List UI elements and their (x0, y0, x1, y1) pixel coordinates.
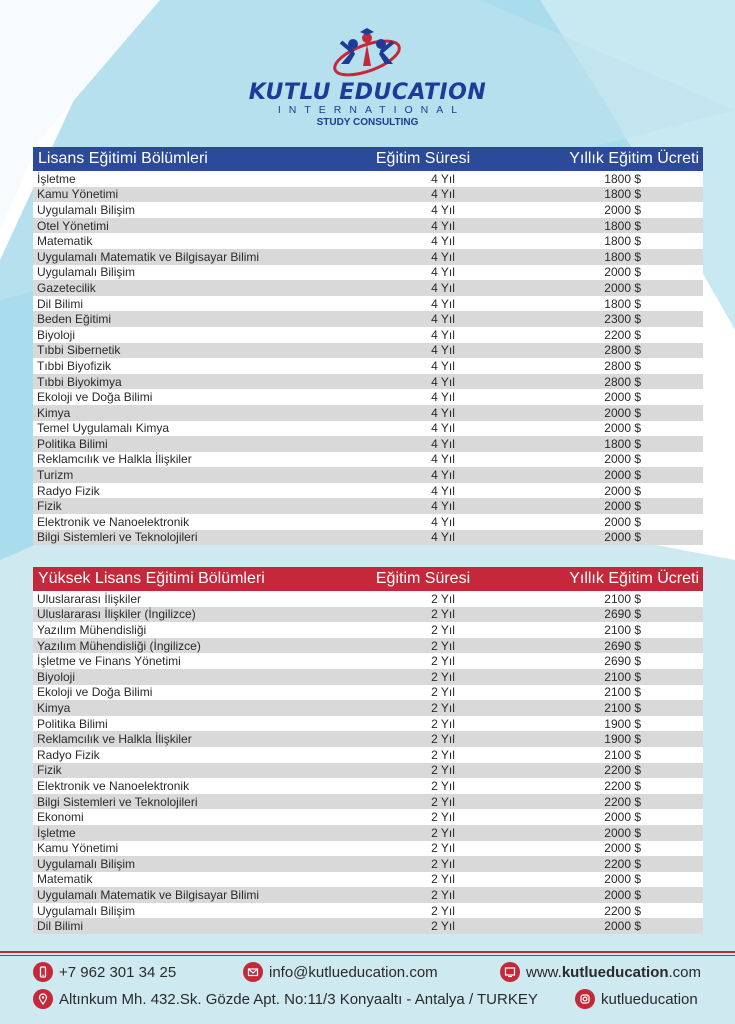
table-row (33, 716, 703, 732)
table-row (33, 530, 703, 546)
table-row (33, 467, 703, 483)
brand-subtitle: INTERNATIONAL (277, 104, 466, 116)
program-name: İşletme ve Finans Yönetimi (37, 654, 181, 669)
duration: 2 Yıl (431, 700, 455, 715)
duration: 4 Yıl (431, 499, 455, 514)
program-name: Yazılım Mühendisliği (37, 622, 147, 637)
duration: 2 Yıl (431, 794, 455, 809)
phone-icon (33, 962, 53, 982)
duration: 2 Yıl (431, 919, 455, 934)
duration: 4 Yıl (431, 327, 455, 342)
annual-fee: 2200 $ (604, 794, 641, 809)
duration: 4 Yıl (431, 483, 455, 498)
program-name: Uygulamalı Bilişim (37, 265, 136, 280)
brand-name: KUTLU EDUCATION (248, 80, 487, 105)
program-name: Ekoloji ve Doğa Bilimi (37, 685, 153, 700)
program-name: Temel Uygulamalı Kimya (37, 421, 170, 436)
table-row (33, 731, 703, 747)
annual-fee: 2000 $ (604, 530, 641, 545)
program-name: Uygulamalı Bilişim (37, 856, 136, 871)
annual-fee: 2000 $ (604, 452, 641, 467)
annual-fee: 2000 $ (604, 499, 641, 514)
program-name: Beden Eğitimi (37, 312, 112, 327)
annual-fee: 2000 $ (604, 421, 641, 436)
duration: 2 Yıl (431, 872, 455, 887)
table-row (33, 327, 703, 343)
table-row (33, 809, 703, 825)
program-name: Matematik (37, 234, 93, 249)
annual-fee: 2690 $ (604, 654, 641, 669)
annual-fee: 1800 $ (604, 187, 641, 202)
annual-fee: 2000 $ (604, 468, 641, 483)
logo-emblem-icon (327, 24, 407, 82)
program-name: Uygulamalı Matematik ve Bilgisayar Bilimi (37, 249, 260, 264)
table-row (33, 514, 703, 530)
duration: 2 Yıl (431, 607, 455, 622)
annual-fee: 2100 $ (604, 591, 641, 606)
header-program: Yüksek Lisans Eğitimi Bölümleri (38, 570, 265, 587)
annual-fee: 2100 $ (604, 622, 641, 637)
duration: 2 Yıl (431, 778, 455, 793)
duration: 4 Yıl (431, 514, 455, 529)
logo (0, 22, 735, 132)
program-name: Kamu Yönetimi (37, 187, 119, 202)
duration: 4 Yıl (431, 296, 455, 311)
duration: 4 Yıl (431, 249, 455, 264)
table-row (33, 841, 703, 857)
table-row (33, 249, 703, 265)
annual-fee: 2000 $ (604, 483, 641, 498)
program-name: Uygulamalı Bilişim (37, 202, 136, 217)
program-name: Uluslararası İlişkiler (İngilizce) (37, 607, 196, 622)
annual-fee: 2000 $ (604, 810, 641, 825)
table-row (33, 452, 703, 468)
program-name: Radyo Fizik (37, 483, 100, 498)
program-name: Bilgi Sistemleri ve Teknolojileri (37, 794, 198, 809)
website-domain: kutlueducation (561, 963, 669, 981)
duration: 2 Yıl (431, 591, 455, 606)
header-duration: Eğitim Süresi (375, 570, 471, 587)
duration: 4 Yıl (431, 202, 455, 217)
annual-fee: 2800 $ (604, 358, 641, 373)
annual-fee: 2200 $ (604, 856, 641, 871)
annual-fee: 2200 $ (604, 327, 641, 342)
duration: 2 Yıl (431, 763, 455, 778)
annual-fee: 2690 $ (604, 607, 641, 622)
table-row (33, 280, 703, 296)
annual-fee: 2000 $ (604, 514, 641, 529)
program-name: Ekoloji ve Doğa Bilimi (37, 390, 153, 405)
program-name: Fizik (37, 763, 62, 778)
duration: 2 Yıl (431, 638, 455, 653)
duration: 4 Yıl (431, 530, 455, 545)
duration: 4 Yıl (431, 280, 455, 295)
web-icon (500, 962, 520, 982)
annual-fee: 1800 $ (604, 296, 641, 311)
program-name: Ekonomi (37, 810, 84, 825)
annual-fee: 1800 $ (604, 171, 641, 186)
table-row (33, 778, 703, 794)
footer-phone[interactable] (33, 962, 176, 982)
table-row (33, 638, 703, 654)
annual-fee: 2100 $ (604, 685, 641, 700)
duration: 4 Yıl (431, 452, 455, 467)
program-name: Turizm (37, 468, 74, 483)
table-row (33, 872, 703, 888)
annual-fee: 1800 $ (604, 249, 641, 264)
annual-fee: 2200 $ (604, 903, 641, 918)
table-row (33, 265, 703, 281)
brand-tagline: STUDY CONSULTING (316, 117, 419, 128)
duration: 2 Yıl (431, 825, 455, 840)
annual-fee: 2000 $ (604, 888, 641, 903)
program-name: Uygulamalı Bilişim (37, 903, 136, 918)
table-row (33, 171, 703, 187)
table-row (33, 747, 703, 763)
annual-fee: 2300 $ (604, 312, 641, 327)
duration: 2 Yıl (431, 747, 455, 762)
duration: 2 Yıl (431, 810, 455, 825)
header-fee: Yıllık Eğitim Ücreti (569, 570, 699, 587)
annual-fee: 2000 $ (604, 872, 641, 887)
footer-email[interactable] (243, 962, 438, 982)
duration: 4 Yıl (431, 312, 455, 327)
program-name: Biyoloji (37, 669, 76, 684)
program-name: Biyoloji (37, 327, 76, 342)
phone-number: +7 962 301 34 25 (59, 963, 177, 981)
footer-instagram[interactable] (575, 989, 698, 1009)
program-name: Tıbbi Sibernetik (37, 343, 121, 358)
duration: 4 Yıl (431, 265, 455, 280)
footer-website[interactable] (500, 962, 701, 982)
program-name: Gazetecilik (37, 280, 96, 295)
duration: 4 Yıl (431, 468, 455, 483)
header-program: Lisans Eğitimi Bölümleri (38, 150, 208, 167)
annual-fee: 2000 $ (604, 919, 641, 934)
program-name: İşletme (37, 825, 76, 840)
duration: 2 Yıl (431, 622, 455, 637)
table-row (33, 311, 703, 327)
table-row (33, 421, 703, 437)
duration: 4 Yıl (431, 343, 455, 358)
location-icon (33, 989, 53, 1009)
program-name: Elektronik ve Nanoelektronik (37, 778, 190, 793)
annual-fee: 2100 $ (604, 747, 641, 762)
program-name: Kamu Yönetimi (37, 841, 119, 856)
table-row (33, 653, 703, 669)
table-row (33, 405, 703, 421)
annual-fee: 2000 $ (604, 265, 641, 280)
annual-fee: 2200 $ (604, 778, 641, 793)
duration: 2 Yıl (431, 669, 455, 684)
duration: 2 Yıl (431, 654, 455, 669)
table-row (33, 794, 703, 810)
program-name: Kimya (37, 405, 71, 420)
program-name: Radyo Fizik (37, 747, 100, 762)
website-suffix: .com (668, 963, 702, 981)
table-row (33, 887, 703, 903)
annual-fee: 2100 $ (604, 669, 641, 684)
address-text: Altınkum Mh. 432.Sk. Gözde Apt. No:11/3 Konyaaltı - Antalya / TURKEY (59, 990, 538, 1008)
table-row (33, 591, 703, 607)
table-row (33, 763, 703, 779)
duration: 2 Yıl (431, 903, 455, 918)
website-prefix: www. (526, 963, 562, 981)
duration: 4 Yıl (431, 390, 455, 405)
annual-fee: 1800 $ (604, 436, 641, 451)
program-name: Yazılım Mühendisliği (İngilizce) (37, 638, 201, 653)
program-name: Tıbbi Biyokimya (37, 374, 122, 389)
program-name: Fizik (37, 499, 62, 514)
footer-divider (0, 951, 735, 956)
instagram-icon (575, 989, 595, 1009)
duration: 4 Yıl (431, 171, 455, 186)
annual-fee: 2800 $ (604, 343, 641, 358)
bachelor-table-header (33, 147, 703, 171)
annual-fee: 1800 $ (604, 218, 641, 233)
duration: 4 Yıl (431, 358, 455, 373)
program-name: İşletme (37, 171, 76, 186)
table-row (33, 187, 703, 203)
program-name: Reklamcılık ve Halkla İlişkiler (37, 732, 192, 747)
duration: 2 Yıl (431, 732, 455, 747)
annual-fee: 1900 $ (604, 716, 641, 731)
annual-fee: 2000 $ (604, 825, 641, 840)
program-name: Kimya (37, 700, 71, 715)
duration: 2 Yıl (431, 888, 455, 903)
program-name: Elektronik ve Nanoelektronik (37, 514, 190, 529)
program-name: Reklamcılık ve Halkla İlişkiler (37, 452, 192, 467)
instagram-handle: kutlueducation (601, 990, 698, 1008)
table-row (33, 700, 703, 716)
table-row (33, 498, 703, 514)
program-name: Politika Bilimi (37, 436, 108, 451)
bachelor-table (33, 147, 703, 545)
table-row (33, 483, 703, 499)
table-row (33, 685, 703, 701)
duration: 2 Yıl (431, 716, 455, 731)
duration: 4 Yıl (431, 234, 455, 249)
table-row (33, 343, 703, 359)
table-row (33, 903, 703, 919)
duration: 2 Yıl (431, 685, 455, 700)
program-name: Politika Bilimi (37, 716, 108, 731)
table-row (33, 436, 703, 452)
duration: 4 Yıl (431, 218, 455, 233)
table-row (33, 669, 703, 685)
annual-fee: 2000 $ (604, 390, 641, 405)
program-name: Bilgi Sistemleri ve Teknolojileri (37, 530, 198, 545)
duration: 4 Yıl (431, 421, 455, 436)
master-table (33, 567, 703, 934)
table-row (33, 358, 703, 374)
table-row (33, 918, 703, 934)
annual-fee: 1900 $ (604, 732, 641, 747)
annual-fee: 2800 $ (604, 374, 641, 389)
master-table-header (33, 567, 703, 591)
footer-address (33, 989, 538, 1009)
table-row (33, 856, 703, 872)
program-name: Tıbbi Biyofizik (37, 358, 112, 373)
program-name: Matematik (37, 872, 93, 887)
duration: 4 Yıl (431, 405, 455, 420)
duration: 4 Yıl (431, 436, 455, 451)
table-row (33, 389, 703, 405)
table-row (33, 202, 703, 218)
annual-fee: 2000 $ (604, 405, 641, 420)
table-row (33, 218, 703, 234)
annual-fee: 2690 $ (604, 638, 641, 653)
program-name: Otel Yönetimi (37, 218, 109, 233)
program-name: Uluslararası İlişkiler (37, 591, 142, 606)
program-name: Dil Bilimi (37, 919, 83, 934)
duration: 4 Yıl (431, 374, 455, 389)
annual-fee: 1800 $ (604, 234, 641, 249)
duration: 2 Yıl (431, 841, 455, 856)
mail-icon (243, 962, 263, 982)
annual-fee: 2000 $ (604, 202, 641, 217)
table-row (33, 233, 703, 249)
annual-fee: 2100 $ (604, 700, 641, 715)
duration: 4 Yıl (431, 187, 455, 202)
master-table-body (33, 591, 703, 934)
annual-fee: 2000 $ (604, 841, 641, 856)
table-row (33, 374, 703, 390)
annual-fee: 2200 $ (604, 763, 641, 778)
annual-fee: 2000 $ (604, 280, 641, 295)
program-name: Uygulamalı Matematik ve Bilgisayar Bilimi (37, 888, 260, 903)
header-fee: Yıllık Eğitim Ücreti (569, 150, 699, 167)
bachelor-table-body (33, 171, 703, 545)
table-row (33, 622, 703, 638)
email-address: info@kutlueducation.com (269, 963, 438, 981)
table-row (33, 825, 703, 841)
duration: 2 Yıl (431, 856, 455, 871)
program-name: Dil Bilimi (37, 296, 83, 311)
table-row (33, 296, 703, 312)
header-duration: Eğitim Süresi (375, 150, 471, 167)
table-row (33, 607, 703, 623)
